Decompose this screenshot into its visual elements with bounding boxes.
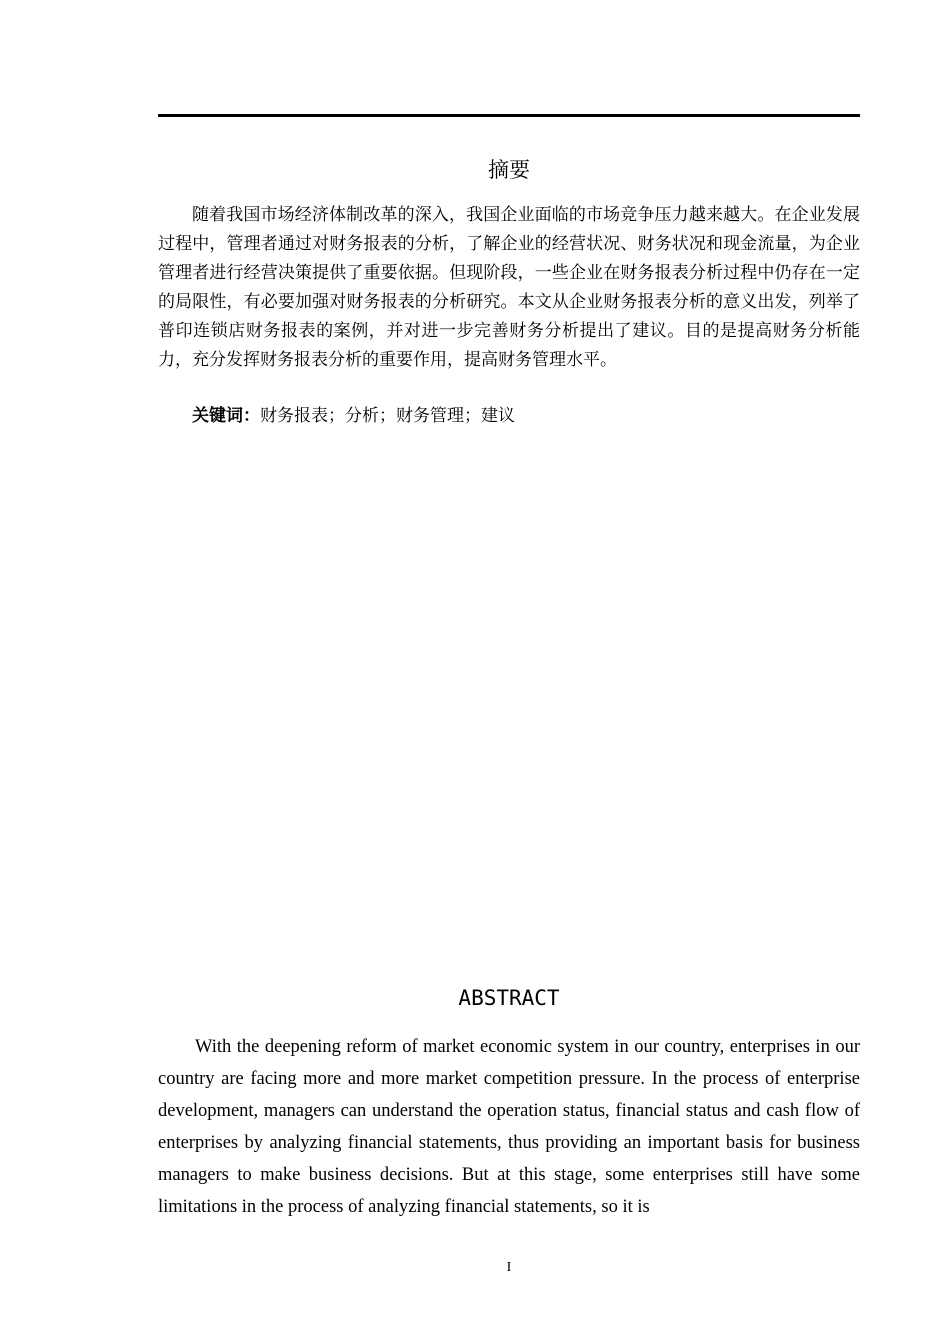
keywords-list: 财务报表；分析；财务管理；建议 (260, 406, 515, 426)
chinese-abstract-body: 随着我国市场经济体制改革的深入，我国企业面临的市场竞争压力越来越大。在企业发展过程中，管理者通过对财务报表的分析，了解企业的经营状况、财务状况和现金流量，为企业管理者进行经营决策提供了重要依据。但现阶段，一些企业在财务报表分析过程中仍存在一定的局限性，有必要加强对财务报表的分析研究。本文从企业财务报表分析的意义出发，列举了普印连锁店财务报表的案例，并对进一步完善财务分析提出了建议。目的是提高财务分析能力，充分发挥财务报表分析的重要作用，提高财务管理水平。 (158, 205, 860, 370)
keywords-label: 关键词： (192, 406, 260, 426)
english-abstract-title: ABSTRACT (458, 986, 560, 1010)
chinese-abstract-title: 摘要 (488, 158, 530, 182)
page-number: I (506, 1260, 512, 1275)
english-abstract-body: With the deepening reform of market economic system in our country, enterprises in our country are facing more and more market competition pressure. In the process of enterprise development, managers can understand the operation status, financial status and cash flow of enterprises by analyzing financial statements, thus providing an important basis for business managers to make business decisions. But at this stage, some enterprises still have some limitations in the process of analyzing financial statements, so it is (158, 1037, 860, 1217)
chinese-keywords (158, 402, 860, 431)
header-rule (158, 114, 860, 117)
